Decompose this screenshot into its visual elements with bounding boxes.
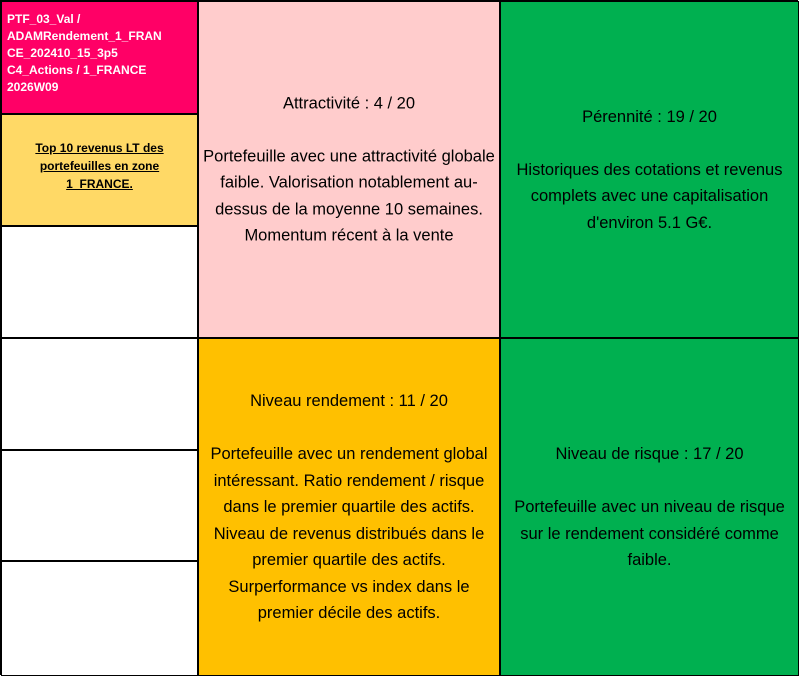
attractivite-heading: Attractivité : 4 / 20 (282, 94, 416, 112)
empty-cell (1, 338, 198, 450)
portfolio-id-cell (1, 1, 198, 114)
perennite-heading: Pérennité : 19 / 20 (582, 107, 717, 126)
risque-heading: Niveau de risque : 17 / 20 (555, 444, 744, 463)
risque-description: Portefeuille avec un niveau de risque sur le rendement considéré comme faible. (514, 497, 785, 569)
perennite-description: Historiques des cotations et revenus complets avec une capitalisation d'environ 5.1 G€. (516, 160, 783, 232)
top-revenue-cell (1, 114, 198, 226)
risque-cell (500, 338, 799, 676)
top-revenue-label: Top 10 revenus LT des portefeuilles en zone 1_FRANCE. (35, 141, 164, 191)
portfolio-id-line: PTF_03_Val / (7, 12, 81, 26)
portfolio-id-line: ADAMRendement_1_FRAN (7, 29, 162, 43)
attractivite-cell (198, 1, 500, 338)
portfolio-id-line: CE_202410_15_3p5 (7, 46, 118, 60)
rendement-heading: Niveau rendement : 11 / 20 (250, 391, 448, 410)
portfolio-id-line: C4_Actions / 1_FRANCE (7, 63, 147, 77)
empty-cell (1, 450, 198, 561)
attractivite-description: Portefeuille avec une attractivité globale faible. Valorisation notablement au-dessus de la moyenne 10 semaines. Momentum récent à la vente (203, 147, 495, 245)
portfolio-id-line: 2026W09 (7, 80, 59, 94)
empty-cell (1, 226, 198, 338)
empty-cell (1, 561, 198, 676)
rendement-description: Portefeuille avec un rendement global intéressant. Ratio rendement / risque dans le premier quartile des actifs. Niveau de revenus distribués dans le premier quartile des actifs. Surperformance vs index dans le premier décile des actifs. (210, 444, 488, 622)
perennite-cell (500, 1, 799, 338)
rendement-cell (198, 338, 500, 676)
portfolio-id (7, 11, 195, 96)
